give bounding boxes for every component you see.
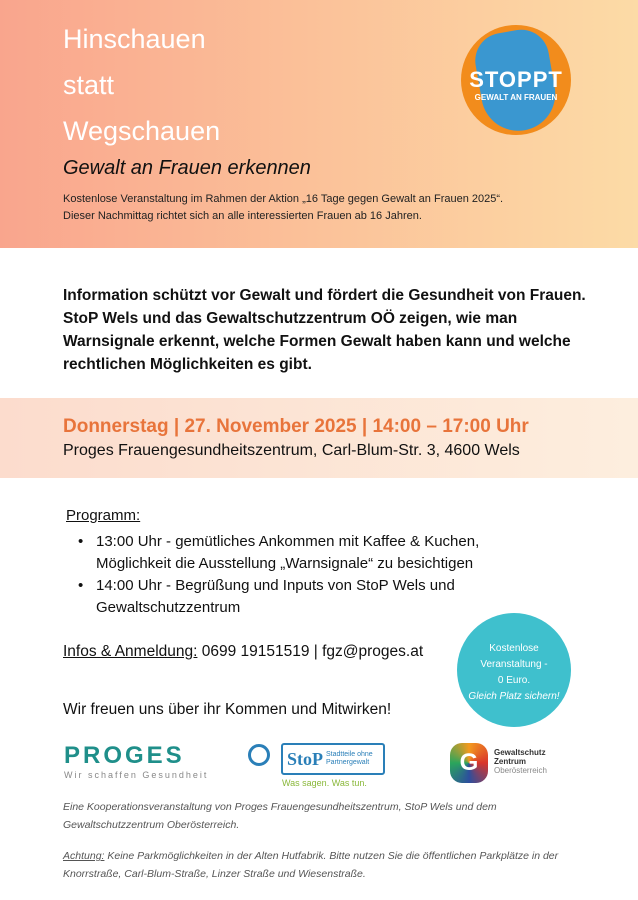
event-address: Proges Frauengesundheitszentrum, Carl-Blum-Str. 3, 4600 Wels <box>63 442 520 459</box>
cooperation-note <box>63 798 583 834</box>
program-heading: Programm: <box>66 507 141 524</box>
footer-line: Knorrstraße, Carl-Blum-Straße, Linzer Straße und Wiesenstraße. <box>63 868 366 880</box>
free-event-badge <box>457 613 571 727</box>
gsz-line: Zentrum <box>494 757 526 766</box>
stop-text: Stadtteile ohne Partnergewalt <box>326 751 373 766</box>
gsz-line: Gewaltschutz <box>494 748 546 757</box>
paragraph-line: rechtlichen Möglichkeiten es gibt. <box>63 356 312 373</box>
contact-value[interactable]: 0699 19151519 | fgz@proges.at <box>197 643 424 660</box>
program-item: • 14:00 Uhr - Begrüßung und Inputs von StoP Wels und Gewaltschutzzentrum <box>78 575 538 619</box>
title-line-2: statt <box>63 70 115 100</box>
event-band <box>0 398 638 478</box>
contact <box>63 643 423 661</box>
gsz-line: Oberösterreich <box>494 766 547 775</box>
closing-text: Wir freuen uns über ihr Kommen und Mitwirken! <box>63 701 392 718</box>
badge-line: Veranstaltung - <box>480 659 548 670</box>
stop-name: StoP <box>287 748 323 769</box>
logo-sub-text: GEWALT AN FRAUEN <box>474 93 558 102</box>
stop-logo <box>281 743 385 775</box>
title-line-3: Wegschauen <box>63 116 221 146</box>
stop-tagline: Was sagen. Was tun. <box>282 778 367 788</box>
badge-line: 0 Euro. <box>497 675 531 686</box>
proges-tagline: Wir schaffen Gesundheit <box>64 770 209 780</box>
event-date: Donnerstag | 27. November 2025 | 14:00 – 17:00 Uhr <box>63 416 529 437</box>
footer-line: Gewaltschutzzentrum Oberösterreich. <box>63 819 240 831</box>
gsz-logo-text <box>494 748 547 775</box>
proges-logo <box>64 742 208 780</box>
program-list <box>78 531 538 619</box>
parking-notice <box>63 847 623 883</box>
intro-paragraph <box>63 284 603 376</box>
program-item: • 13:00 Uhr - gemütliches Ankommen mit Kaffee & Kuchen, Möglichkeit die Ausstellung „Warnsignale“ zu besichtigen <box>78 531 538 575</box>
intro-line-1: Kostenlose Veranstaltung im Rahmen der Aktion „16 Tage gegen Gewalt an Frauen 2025“. <box>63 193 504 205</box>
stop-ring-icon <box>248 744 270 766</box>
proges-name: PROGES <box>64 742 185 769</box>
stoppt-gewalt-logo <box>461 25 571 135</box>
paragraph-line: StoP Wels und das Gewaltschutzzentrum OÖ zeigen, wie man <box>63 310 518 327</box>
paragraph-line: Warnsignale erkennt, welche Formen Gewalt haben kann und welche <box>63 333 571 350</box>
badge-line: Kostenlose <box>489 643 539 654</box>
footer-line: Keine Parkmöglichkeiten in der Alten Hutfabrik. Bitte nutzen Sie die öffentlichen Parkplätze in der <box>104 850 559 862</box>
logo-main-text: STOPPT <box>469 67 563 92</box>
title-line-1: Hinschauen <box>63 24 206 54</box>
intro-line-2: Dieser Nachmittag richtet sich an alle interessierten Frauen ab 16 Jahren. <box>63 210 422 222</box>
badge-cta: Gleich Platz sichern! <box>468 691 560 702</box>
subtitle: Gewalt an Frauen erkennen <box>63 157 311 179</box>
paragraph-line: Information schützt vor Gewalt und fördert die Gesundheit von Frauen. <box>63 287 586 304</box>
notice-label: Achtung: <box>63 850 105 862</box>
footer-line: Eine Kooperationsveranstaltung von Proges Frauengesundheitszentrum, StoP Wels und dem <box>63 801 497 813</box>
gsz-g-icon: G <box>450 743 488 783</box>
contact-label: Infos & Anmeldung: <box>63 643 198 660</box>
